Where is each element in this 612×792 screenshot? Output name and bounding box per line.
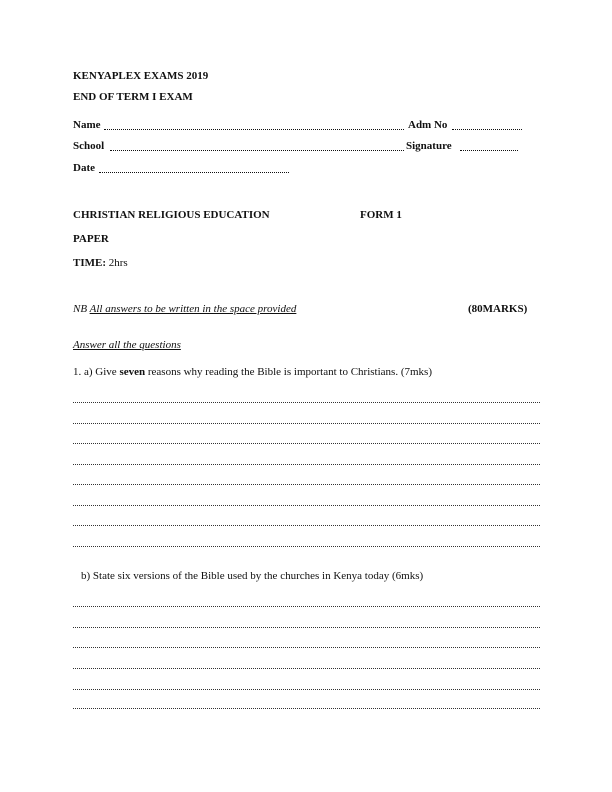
answer-line[interactable] — [73, 668, 540, 669]
time-row — [73, 257, 128, 270]
question-1a-emphasis: seven — [119, 366, 146, 378]
paper-label: PAPER — [73, 233, 109, 245]
total-marks: (80MARKS) — [468, 303, 528, 315]
adm-no-label: Adm No — [408, 119, 448, 131]
time-value: 2hrs — [108, 257, 128, 269]
answer-line[interactable] — [73, 689, 540, 690]
adm-no-field[interactable] — [452, 129, 522, 130]
question-1b: b) State six versions of the Bible used by the churches in Kenya today (6mks) — [81, 570, 424, 582]
nb-instruction — [73, 303, 296, 316]
answer-all-instruction: Answer all the questions — [73, 339, 181, 351]
answer-line[interactable] — [73, 423, 540, 424]
answer-line[interactable] — [73, 443, 540, 444]
date-field[interactable] — [99, 172, 289, 173]
nb-prefix: NB — [73, 303, 88, 315]
school-field[interactable] — [110, 150, 404, 151]
school-label: School — [73, 140, 105, 152]
date-label: Date — [73, 162, 95, 174]
answer-line[interactable] — [73, 647, 540, 648]
answer-line[interactable] — [73, 402, 540, 403]
answer-line[interactable] — [73, 708, 540, 709]
signature-field[interactable] — [460, 150, 518, 151]
question-1a — [73, 366, 432, 379]
nb-text: All answers to be written in the space provided — [89, 303, 297, 315]
answer-line[interactable] — [73, 484, 540, 485]
question-1a-text: reasons why reading the Bible is important to Christians. (7mks) — [145, 366, 432, 378]
name-label: Name — [73, 119, 101, 131]
answer-line[interactable] — [73, 606, 540, 607]
exam-org-title: KENYAPLEX EXAMS 2019 — [73, 70, 209, 82]
signature-label: Signature — [406, 140, 452, 152]
answer-line[interactable] — [73, 525, 540, 526]
name-field[interactable] — [104, 129, 404, 130]
time-label: TIME: — [73, 257, 106, 269]
answer-line[interactable] — [73, 464, 540, 465]
question-1a-number: 1. a) Give — [73, 366, 120, 378]
answer-line[interactable] — [73, 546, 540, 547]
form-label: FORM 1 — [360, 209, 402, 221]
subject-title: CHRISTIAN RELIGIOUS EDUCATION — [73, 209, 270, 221]
exam-title: END OF TERM I EXAM — [73, 91, 193, 103]
answer-line[interactable] — [73, 505, 540, 506]
answer-line[interactable] — [73, 627, 540, 628]
